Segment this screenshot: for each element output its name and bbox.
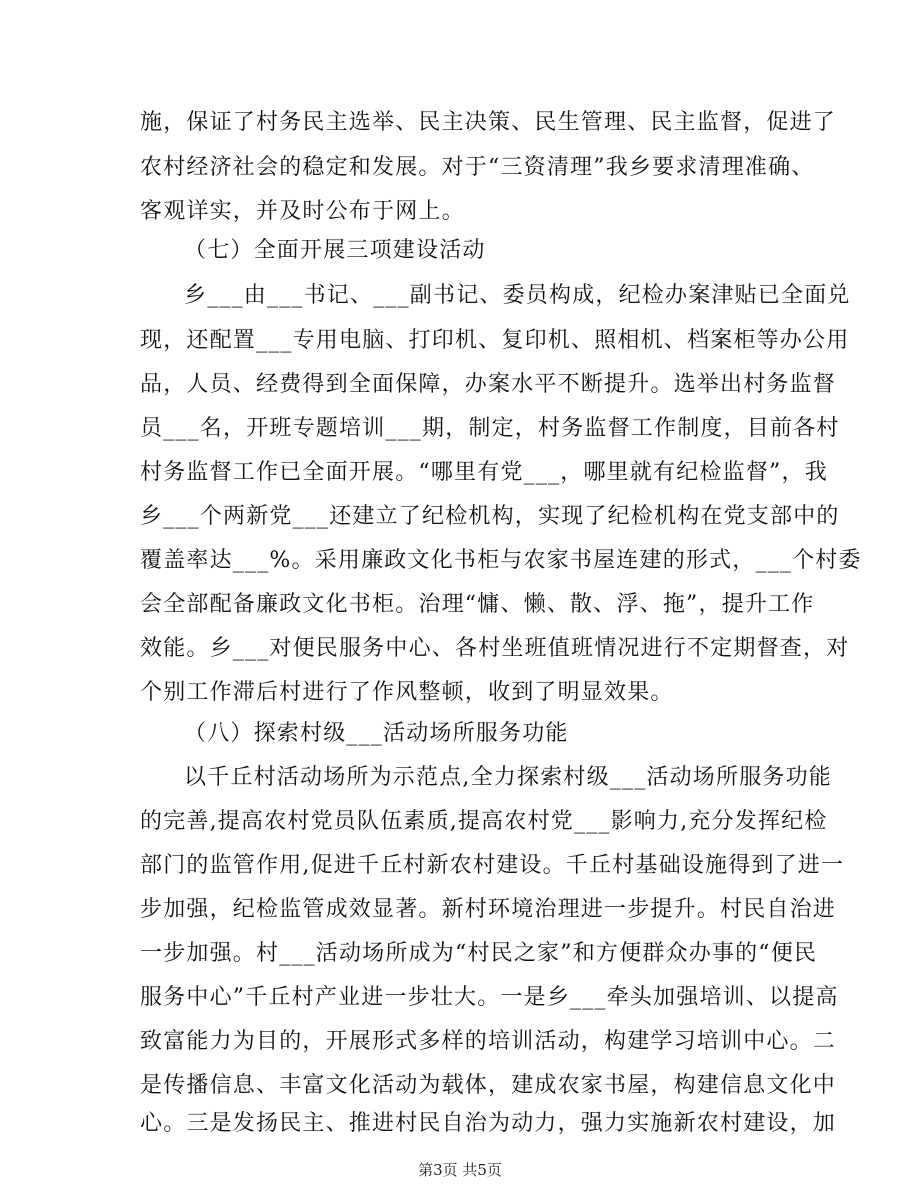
paragraph-line: 乡___个两新党___还建立了纪检机构，实现了纪检机构在党支部中的 — [140, 504, 840, 529]
paragraph-line: 步加强，纪检监管成效显著。新村环境治理进一步提升。村民自治进 — [140, 897, 837, 922]
paragraph-line: 致富能力为目的，开展形式多样的培训活动，构建学习培训中心。二 — [140, 1029, 837, 1054]
paragraph-line: 个别工作滞后村进行了作风整顿，收到了明显效果。 — [140, 680, 674, 705]
paragraph-line: 部门的监管作用,促进千丘村新农村建设。千丘村基础设施得到了进一 — [140, 853, 845, 878]
paragraph-line: 品，人员、经费得到全面保障，办案水平不断提升。选举出村务监督 — [140, 372, 837, 397]
paragraph-line: 客观详实，并及时公布于网上。 — [140, 199, 465, 224]
paragraph-line: 一步加强。村___活动场所成为“村民之家”和方便群众办事的“便民 — [140, 941, 818, 966]
paragraph-line: 是传播信息、丰富文化活动为载体，建成农家书屋，构建信息文化中 — [140, 1073, 837, 1098]
paragraph-line: 乡___由___书记、___副书记、委员构成，纪检办案津贴已全面兑 — [184, 283, 851, 308]
paragraph-line: 村务监督工作已全面开展。“哪里有党___，哪里就有纪检监督”，我 — [140, 460, 828, 485]
paragraph-line: 农村经济社会的稳定和发展。对于“三资清理”我乡要求清理准确、 — [140, 155, 815, 180]
paragraph-line: 员___名，开班专题培训___期，制定，村务监督工作制度，目前各村 — [140, 416, 840, 441]
paragraph-line: 以千丘村活动场所为示范点,全力探索村级___活动场所服务功能 — [184, 765, 832, 790]
paragraph-line: 心。三是发扬民主、推进村民自治为动力，强力实施新农村建设，加 — [140, 1111, 837, 1136]
page-number-footer: 第3页 共5页 — [418, 1161, 502, 1179]
paragraph-line: 服务中心”千丘村产业进一步壮大。一是乡___牵头加强培训、以提高 — [140, 985, 839, 1010]
paragraph-line: 的完善,提高农村党员队伍素质,提高农村党___影响力,充分发挥纪检 — [140, 809, 828, 834]
paragraph-line: 覆盖率达___%。采用廉政文化书柜与农家书屋连建的形式，___个村委 — [140, 548, 862, 573]
section-heading: （七）全面开展三项建设活动 — [184, 238, 486, 263]
paragraph-line: 会全部配备廉政文化书柜。治理“慵、懒、散、浮、拖”，提升工作 — [140, 592, 815, 617]
paragraph-line: 现，还配置___专用电脑、打印机、复印机、照相机、档案柜等办公用 — [140, 328, 850, 353]
paragraph-line: 施，保证了村务民主选举、民主决策、民生管理、民主监督，促进了 — [140, 110, 837, 135]
section-heading: （八）探索村级___活动场所服务功能 — [184, 721, 569, 746]
paragraph-line: 效能。乡___对便民服务中心、各村坐班值班情况进行不定期督查，对 — [140, 636, 850, 661]
